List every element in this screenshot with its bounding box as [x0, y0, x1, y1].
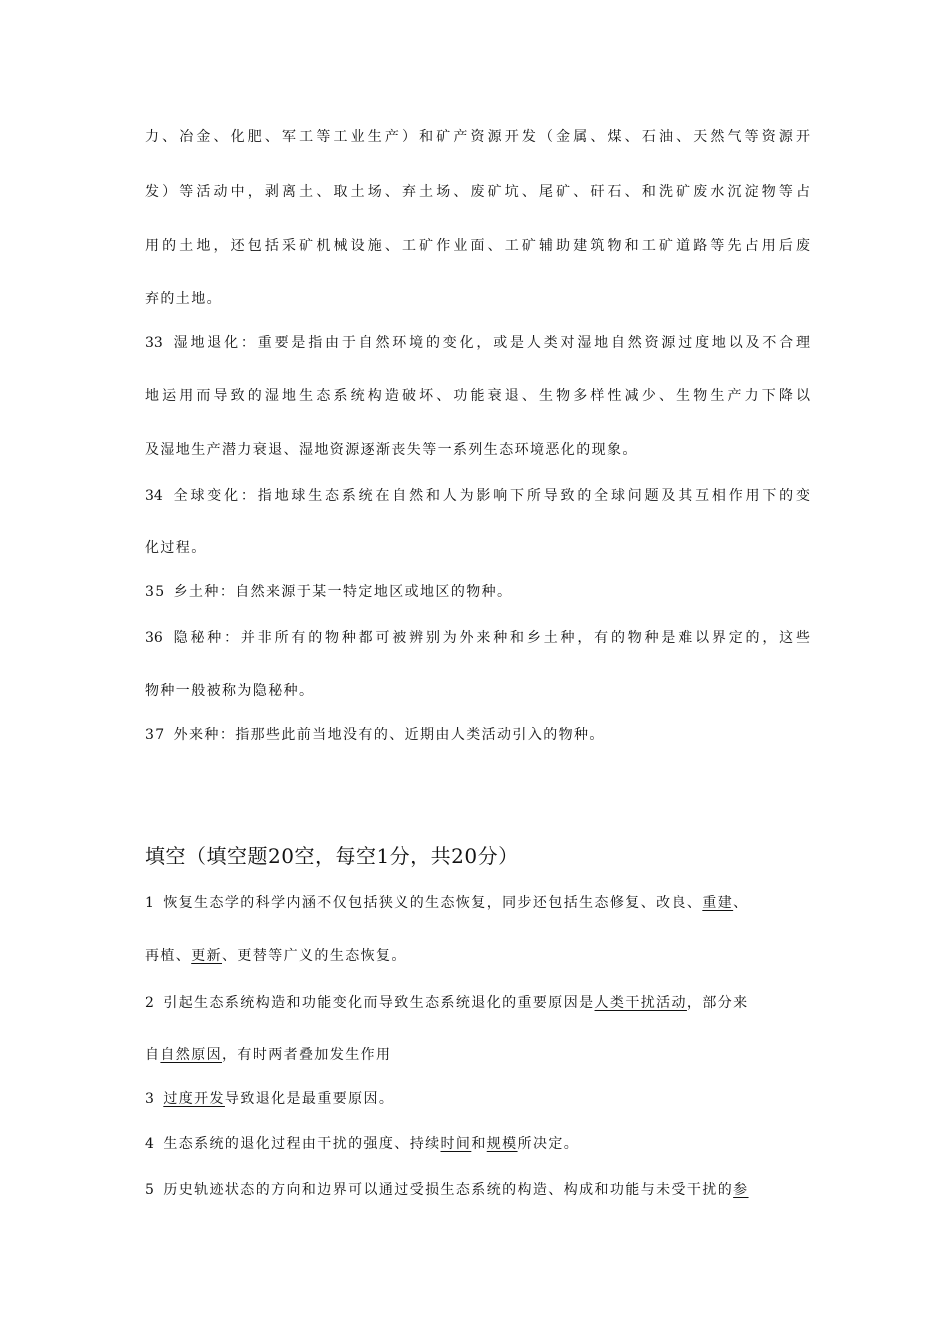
paragraph-32-line-1: 力、冶金、化肥、军工等工业生产）和矿产资源开发（金属、煤、石油、天然气等资源开 — [145, 129, 810, 145]
item-number: 5 — [145, 1182, 156, 1198]
item-number: 2 — [145, 995, 156, 1011]
item-text: 外来种：指那些此前当地没有的、近期由人类活动引入的物种。 — [173, 727, 605, 743]
item-number: 4 — [145, 1136, 156, 1152]
paragraph-33-line-1 — [145, 333, 810, 353]
question-text: ，部分来 — [686, 995, 749, 1011]
item-text: 乡土种：自然来源于某一特定地区或地区的物种。 — [173, 584, 513, 600]
item-number: 37 — [145, 727, 166, 743]
paragraph-36-line-2: 物种一般被称为隐秘种。 — [145, 683, 315, 699]
answer-blank: 重建 — [702, 895, 734, 911]
fill-question-2-line-1 — [145, 993, 810, 1013]
paragraph-33-line-2: 地运用而导致的湿地生态系统构造破坏、功能衰退、生物多样性减少、生物生产力下降以 — [145, 388, 810, 404]
answer-blank: 更新 — [191, 948, 223, 964]
fill-question-3-line-1 — [145, 1089, 810, 1109]
answer-blank: 人类干扰活动 — [594, 995, 687, 1011]
question-text: 再植、 — [145, 948, 192, 964]
fill-question-1-line-1 — [145, 893, 810, 913]
paragraph-32-line-3: 用的土地，还包括采矿机械设施、工矿作业面、工矿辅助建筑物和工矿道路等先占用后废 — [145, 238, 810, 254]
question-text: 自 — [145, 1047, 161, 1063]
item-number: 3 — [145, 1091, 156, 1107]
fill-question-2-line-2 — [145, 1045, 810, 1065]
answer-blank: 时间 — [440, 1136, 472, 1152]
item-number: 35 — [145, 584, 166, 600]
answer-blank: 规模 — [486, 1136, 518, 1152]
fill-question-5-line-1 — [145, 1180, 810, 1200]
question-text: 、 — [733, 895, 749, 911]
paragraph-33-line-3: 及湿地生产潜力衰退、湿地资源逐渐丧失等一系列生态环境恶化的现象。 — [145, 442, 638, 458]
answer-blank: 过度开发 — [163, 1091, 225, 1107]
paragraph-32-line-2: 发）等活动中，剥离土、取土场、弃土场、废矿坑、尾矿、矸石、和洗矿废水沉淀物等占 — [145, 184, 810, 200]
item-number: 1 — [145, 895, 156, 911]
item-number: 34 — [145, 488, 163, 504]
item-number: 36 — [145, 630, 163, 646]
fill-question-4-line-1 — [145, 1134, 810, 1154]
item-text: 湿地退化：重要是指由于自然环境的变化，或是人类对湿地自然资源过度地以及不合理 — [170, 335, 810, 351]
question-text: 所决定。 — [517, 1136, 580, 1152]
paragraph-35-line-1 — [145, 582, 810, 602]
item-text: 全球变化：指地球生态系统在自然和人为影响下所导致的全球问题及其互相作用下的变 — [170, 488, 810, 504]
fill-question-1-line-2 — [145, 946, 810, 966]
item-number: 33 — [145, 335, 163, 351]
paragraph-34-line-1 — [145, 486, 810, 506]
paragraph-36-line-1 — [145, 628, 810, 648]
question-text: 生态系统的退化过程由干扰的强度、持续 — [163, 1136, 441, 1152]
answer-blank: 参 — [733, 1182, 749, 1198]
paragraph-34-line-2: 化过程。 — [145, 540, 207, 556]
question-text: 和 — [471, 1136, 487, 1152]
question-text: 历史轨迹状态的方向和边界可以通过受损生态系统的构造、构成和功能与未受干扰的 — [163, 1182, 734, 1198]
item-text: 隐秘种：并非所有的物种都可被辨别为外来种和乡土种，有的物种是难以界定的，这些 — [170, 630, 810, 646]
question-text: 恢复生态学的科学内涵不仅包括狭义的生态恢复，同步还包括生态修复、改良、 — [163, 895, 703, 911]
question-text: 引起生态系统构造和功能变化而导致生态系统退化的重要原因是 — [163, 995, 595, 1011]
question-text: 导致退化是最重要原因。 — [224, 1091, 395, 1107]
question-text: 、更替等广义的生态恢复。 — [222, 948, 407, 964]
paragraph-32-line-4: 弃的土地。 — [145, 291, 222, 307]
paragraph-37-line-1 — [145, 725, 810, 745]
answer-blank: 自然原因 — [160, 1047, 223, 1063]
question-text: ，有时两者叠加发生作用 — [222, 1047, 392, 1063]
section-heading: 填空（填空题20空，每空1分，共20分） — [145, 844, 519, 868]
